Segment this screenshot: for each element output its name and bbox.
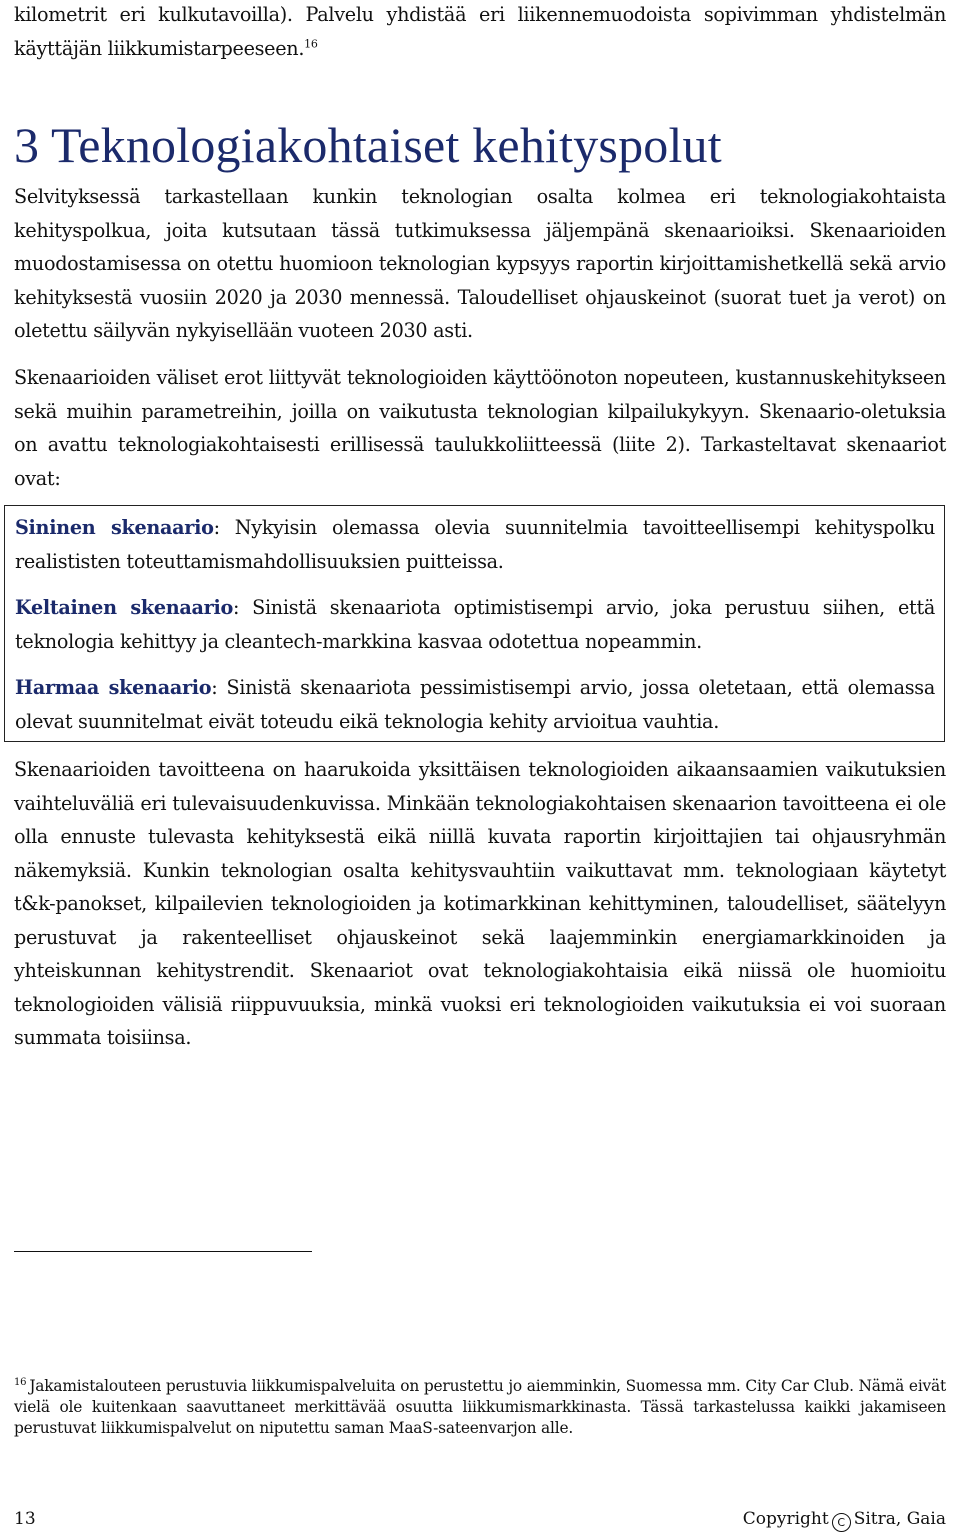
intro-sentence-2: Skenaarioiden muodostamisessa on otettu huomioon teknologian kypsyys raportin kirjoittamishetkellä sekä arvio kehityksestä vuosiin 2020 ja 2030 mennessä. [14,218,946,309]
page-number: 13 [14,1509,36,1529]
scenario-blue-name: Sininen skenaario [15,516,214,539]
copyright-label: Copyright [742,1509,829,1529]
scenario-yellow-text: Sinistä skenaariota optimistisempi arvio, joka perustuu siihen, että teknologia kehittyy ja cleantech-markkina kasvaa odotettua nopeammin. [15,596,935,653]
copyright-icon: C [832,1513,851,1532]
footnote-divider [14,1251,312,1252]
footnote-number: 16 [14,1376,27,1388]
scenario-yellow [15,591,935,658]
intro-paragraph [14,180,946,348]
scenario-yellow-name: Keltainen skenaario [15,596,233,619]
scenario-differences-paragraph: Skenaarioiden väliset erot liittyvät teknologioiden käyttöönoton nopeuteen, kustannuskehitykseen sekä muihin parametreihin, joilla on vaikutusta teknologian kilpailukykyyn. Skenaario-oletuksia on avattu teknologiakohtaisesti erillisessä taulukkoliitteessä (liite 2). Tarkasteltavat skenaariot ovat: [14,366,946,490]
continued-paragraph-text: kilometrit eri kulkutavoilla). Palvelu yhdistää eri liikennemuodoista sopivimman yhdistelmän käyttäjän liikkumistarpeeseen. [14,3,946,60]
scenario-grey-name: Harmaa skenaario [15,676,212,699]
scenario-box [4,505,945,742]
scenario-blue-text: Nykyisin olemassa olevia suunnitelmia tavoitteellisempi kehityspolku realististen toteuttamismahdollisuuksien puitteissa. [15,516,936,573]
copyright-holders: Sitra, Gaia [853,1509,946,1529]
scenario-yellow-separator: : [232,596,240,619]
scenario-grey-text: Sinistä skenaariota pessimistisempi arvio, jossa oletetaan, että olemassa olevat suunnitelmat eivät toteudu eikä teknologia kehity arvioitua vauhtia. [15,676,935,733]
footnote-reference: 16 [304,37,318,51]
scenario-goal-paragraph: Skenaarioiden tavoitteena on haarukoida yksittäisen teknologioiden aikaansaamien vaikutuksien vaihteluväliä eri tulevaisuudenkuvissa. Minkään teknologiakohtaisen skenaarion tavoitteena ei ole olla ennuste tulevasta kehityksestä eikä niillä kuvata raportin kirjoittajien tai ohjausryhmän näkemyksiä. Kunkin teknologian osalta kehitysvauhtiin vaikuttavat mm. teknologiaan käytetyt t&k-panokset, kilpailevien teknologioiden ja kotimarkkinan kehittyminen, taloudelliset, säätelyyn perustuvat ja rakenteelliset ohjauskeinot sekä laajemminkin energiamarkkinoiden ja yhteiskunnan kehitystrendit. Skenaariot ovat teknologiakohtaisia eikä niissä ole huomioitu teknologioiden välisiä riippuvuuksia, minkä vuoksi eri teknologioiden vaikutuksia ei voi suoraan summata toisiinsa. [14,758,946,1049]
copyright-notice [743,1508,946,1532]
scenario-grey [15,671,935,738]
footnote-text: Jakamistalouteen perustuvia liikkumispalveluita on perustettu jo aiemminkin, Suomessa mm. City Car Club. Nämä eivät vielä ole kuitenkaan saavuttaneet merkittävää osuutta liikkumismarkkinasta. Tässä tarkastelussa kaikki jakamiseen perustuvat liikkumispalvelut on niputettu saman MaaS-sateenvarjon alle. [14,1377,946,1437]
intro-sentence-3: Taloudelliset ohjauskeinot (suorat tuet ja verot) on oletettu säilyvän nykyisellään vuoteen 2030 asti. [14,285,946,342]
section-heading: 3 Teknologiakohtaiset kehityspolut [14,117,722,173]
scenario-grey-separator: : [211,676,218,699]
scenario-blue-separator: : [213,516,220,539]
scenario-blue [15,511,935,578]
intro-sentence-1: Selvityksessä tarkastellaan kunkin teknologian osalta kolmea eri teknologiakohtaista kehityspolkua, joita kutsutaan tässä tutkimuksessa jäljempänä skenaarioiksi. [14,185,946,242]
footnote [14,1376,946,1439]
continued-paragraph [14,0,946,65]
